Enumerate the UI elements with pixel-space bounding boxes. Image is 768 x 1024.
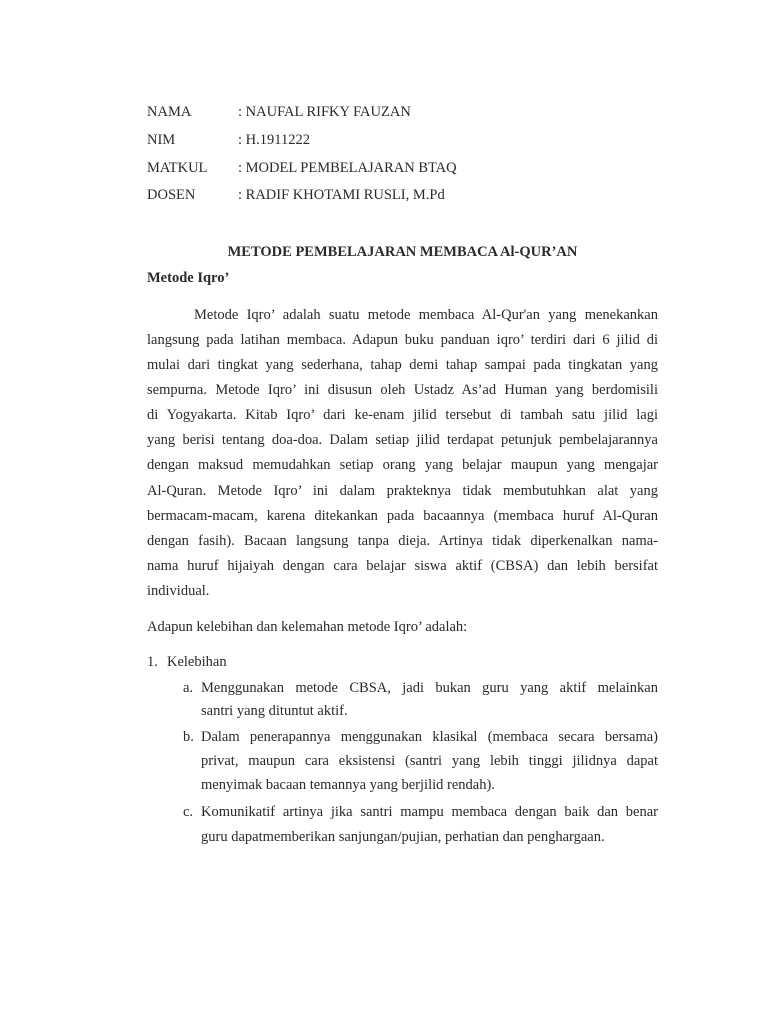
paragraph-line: yang berisi tentang doa-doa. Dalam setiap jilid terdapat petunjuk pembelajarannya: [147, 432, 658, 448]
header-value-nama: : NAUFAL RIFKY FAUZAN: [238, 104, 411, 120]
document-title: METODE PEMBELAJARAN MEMBACA Al-QUR’AN: [227, 244, 578, 260]
paragraph-line: Metode Iqro’ adalah suatu metode membaca Al-Qur'an yang menekankan: [194, 307, 658, 323]
list-number: 1.: [147, 654, 158, 670]
paragraph-line: langsung pada latihan membaca. Adapun buku panduan iqro’ terdiri dari 6 jilid di: [147, 332, 658, 348]
paragraph-line: sempurna. Metode Iqro’ ini disusun oleh Ustadz As’ad Human yang berdomisili: [147, 382, 658, 398]
paragraph-line: mulai dari tingkat yang sederhana, tahap demi tahap sampai pada tingkatan yang: [147, 357, 658, 373]
paragraph-line: individual.: [147, 583, 210, 599]
paragraph-line: dengan maksud memudahkan setiap orang yang belajar maupun yang mengajar: [147, 457, 658, 473]
list-item-line: santri yang dituntut aktif.: [201, 703, 348, 719]
header-label-dosen: DOSEN: [147, 187, 196, 203]
list-item-line: guru dapatmemberikan sanjungan/pujian, perhatian dan penghargaan.: [201, 829, 605, 845]
paragraph-line: nama huruf hijaiyah dengan cara belajar siswa aktif (CBSA) dan lebih bersifat: [147, 558, 658, 574]
list-item-line: Komunikatif artinya jika santri mampu membaca dengan baik dan benar: [201, 804, 658, 820]
list-item-marker: a.: [183, 680, 194, 696]
list-item-line: Dalam penerapannya menggunakan klasikal (membaca secara bersama): [201, 729, 658, 745]
list-heading: Kelebihan: [167, 654, 227, 670]
list-item-line: Menggunakan metode CBSA, jadi bukan guru yang aktif melainkan: [201, 680, 658, 696]
paragraph-line: dengan fasih). Bacaan langsung tanpa dieja. Artinya tidak diperkenalkan nama-: [147, 533, 658, 549]
list-item-marker: b.: [183, 729, 194, 745]
header-value-nim: : H.1911222: [238, 132, 310, 148]
paragraph-line: Al-Quran. Metode Iqro’ ini dalam prakteknya tidak membutuhkan alat yang: [147, 483, 658, 499]
header-label-matkul: MATKUL: [147, 160, 208, 176]
header-label-nama: NAMA: [147, 104, 192, 120]
list-item-line: menyimak bacaan temannya yang berjilid rendah).: [201, 777, 495, 793]
section-subtitle: Metode Iqro’: [147, 270, 230, 286]
header-label-nim: NIM: [147, 132, 176, 148]
intro-line: Adapun kelebihan dan kelemahan metode Iqro’ adalah:: [147, 619, 468, 635]
list-item-marker: c.: [183, 804, 194, 820]
header-value-matkul: : MODEL PEMBELAJARAN BTAQ: [238, 160, 457, 176]
paragraph-line: di Yogyakarta. Kitab Iqro’ dari ke-enam jilid tersebut di tambah satu jilid lagi: [147, 407, 658, 423]
list-item-line: privat, maupun cara eksistensi (santri yang lebih tinggi jilidnya dapat: [201, 753, 658, 769]
header-value-dosen: : RADIF KHOTAMI RUSLI, M.Pd: [238, 187, 445, 203]
paragraph-line: bermacam-macam, karena ditekankan pada bacaannya (membaca huruf Al-Quran: [147, 508, 658, 524]
